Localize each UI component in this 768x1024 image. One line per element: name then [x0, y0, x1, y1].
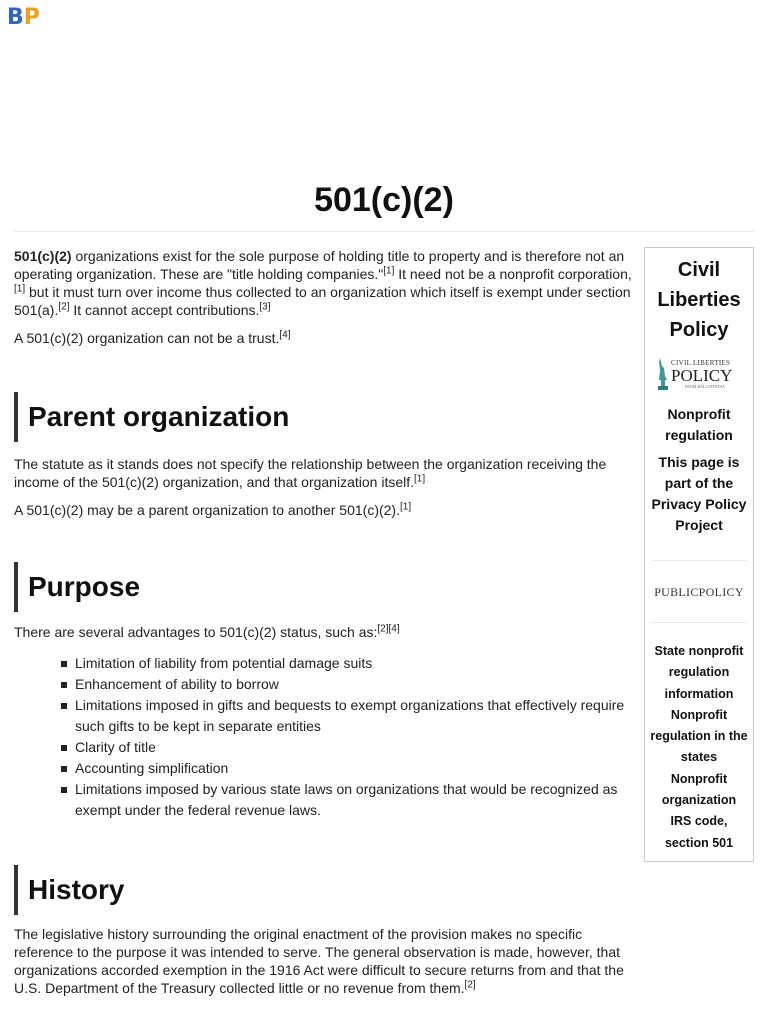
- citation-link[interactable]: [2]: [464, 979, 476, 991]
- trust-text: A 501(c)(2) organization can not be a trust.: [14, 330, 280, 346]
- parent-text-1: The statute as it stands does not specify the relationship between the organization receiving the income of the 501(c)(2) organization, and that organization itself.: [14, 456, 607, 490]
- logo-text-public: PUBLIC: [654, 585, 699, 599]
- list-item: Limitations imposed in gifts and bequests to exempt organizations that effectively require such gifts to be kept in separate entities: [75, 695, 640, 737]
- list-item: Accounting simplification: [75, 758, 640, 779]
- sidebar-link-state-nonprofit[interactable]: State nonprofit regulation information: [654, 644, 744, 701]
- intro-text-2: It need not be a nonprofit corporation,: [394, 266, 632, 282]
- logo-caption-main: POLICY: [671, 366, 733, 385]
- logo-caption-top: CIVIL LIBERTIES: [671, 359, 731, 367]
- list-item: Limitations imposed by various state laws on organizations that would be recognized as exempt under the federal revenue laws.: [75, 779, 640, 821]
- sidebar-link-nonprofit-states[interactable]: Nonprofit regulation in the states: [650, 707, 748, 765]
- sidebar-link-nonprofit-organization[interactable]: Nonprofit organization: [661, 771, 737, 808]
- article-body: [14, 247, 640, 1007]
- logo-text-policy: POLICY: [698, 585, 744, 599]
- parent-paragraph-1: [14, 455, 640, 491]
- advantages-list: [14, 653, 640, 821]
- citation-link[interactable]: [3]: [259, 301, 271, 313]
- title-divider: [14, 231, 754, 232]
- intro-text-1: organizations exist for the sole purpose of holding title to property and is therefore not an operating organization. These are "title holding companies.": [14, 248, 625, 282]
- logo-letter-p: P: [23, 5, 40, 30]
- citation-link[interactable]: [4]: [279, 329, 291, 341]
- list-item: Limitation of liability from potential damage suits: [75, 653, 640, 674]
- citation-link[interactable]: [1]: [383, 265, 395, 277]
- citation-link[interactable]: [2]: [58, 301, 70, 313]
- intro-text-3: but it must turn over income thus collected to an organization which itself is exempt under section 501(a).: [14, 284, 631, 318]
- section-heading-history: History: [14, 865, 640, 915]
- section-heading-parent-organization: Parent organization: [14, 392, 640, 442]
- public-policy-logo[interactable]: [645, 585, 753, 600]
- citation-link[interactable]: [1]: [414, 473, 426, 485]
- sidebar-nonprofit-label[interactable]: Nonprofit regulation: [665, 406, 733, 443]
- section-heading-purpose: Purpose: [14, 562, 640, 612]
- history-text: The legislative history surrounding the original enactment of the provision makes no specific reference to the purpose it was intended to serve. The general observation is made, however, that organizations accorded exemption in the 1916 Act were difficult to secure returns from and that the U.S. Department of the Treasury collected little or no revenue from them.: [14, 926, 624, 996]
- parent-text-2: A 501(c)(2) may be a parent organization to another 501(c)(2).: [14, 502, 400, 518]
- intro-text-4: It cannot accept contributions.: [69, 302, 260, 318]
- sidebar-title: Civil Liberties Policy: [657, 259, 741, 341]
- purpose-lead-text: There are several advantages to 501(c)(2) status, such as:: [14, 624, 378, 640]
- policy-sidebar: [644, 247, 754, 862]
- citation-link[interactable]: [1]: [14, 283, 26, 295]
- civil-liberties-policy-logo[interactable]: [655, 356, 743, 390]
- logo-caption-sub: FROM BALLOTPEDIA: [685, 384, 725, 389]
- parent-paragraph-2: [14, 501, 640, 519]
- list-item: Enhancement of ability to borrow: [75, 674, 640, 695]
- history-paragraph: [14, 925, 640, 997]
- list-item: Clarity of title: [75, 737, 640, 758]
- purpose-lead: [14, 623, 640, 641]
- citation-link[interactable]: [2][4]: [377, 623, 400, 635]
- trust-paragraph: [14, 329, 640, 347]
- site-logo[interactable]: [7, 5, 40, 30]
- intro-term: 501(c)(2): [14, 248, 72, 264]
- citation-link[interactable]: [1]: [399, 501, 412, 513]
- sidebar-link-irs-code[interactable]: IRS code, section 501: [664, 814, 734, 850]
- sidebar-project-note: This page is part of the Privacy Policy Project: [651, 454, 747, 533]
- page-title: 501(c)(2): [314, 181, 454, 219]
- logo-letter-b: B: [7, 5, 24, 30]
- intro-paragraph: [14, 247, 640, 319]
